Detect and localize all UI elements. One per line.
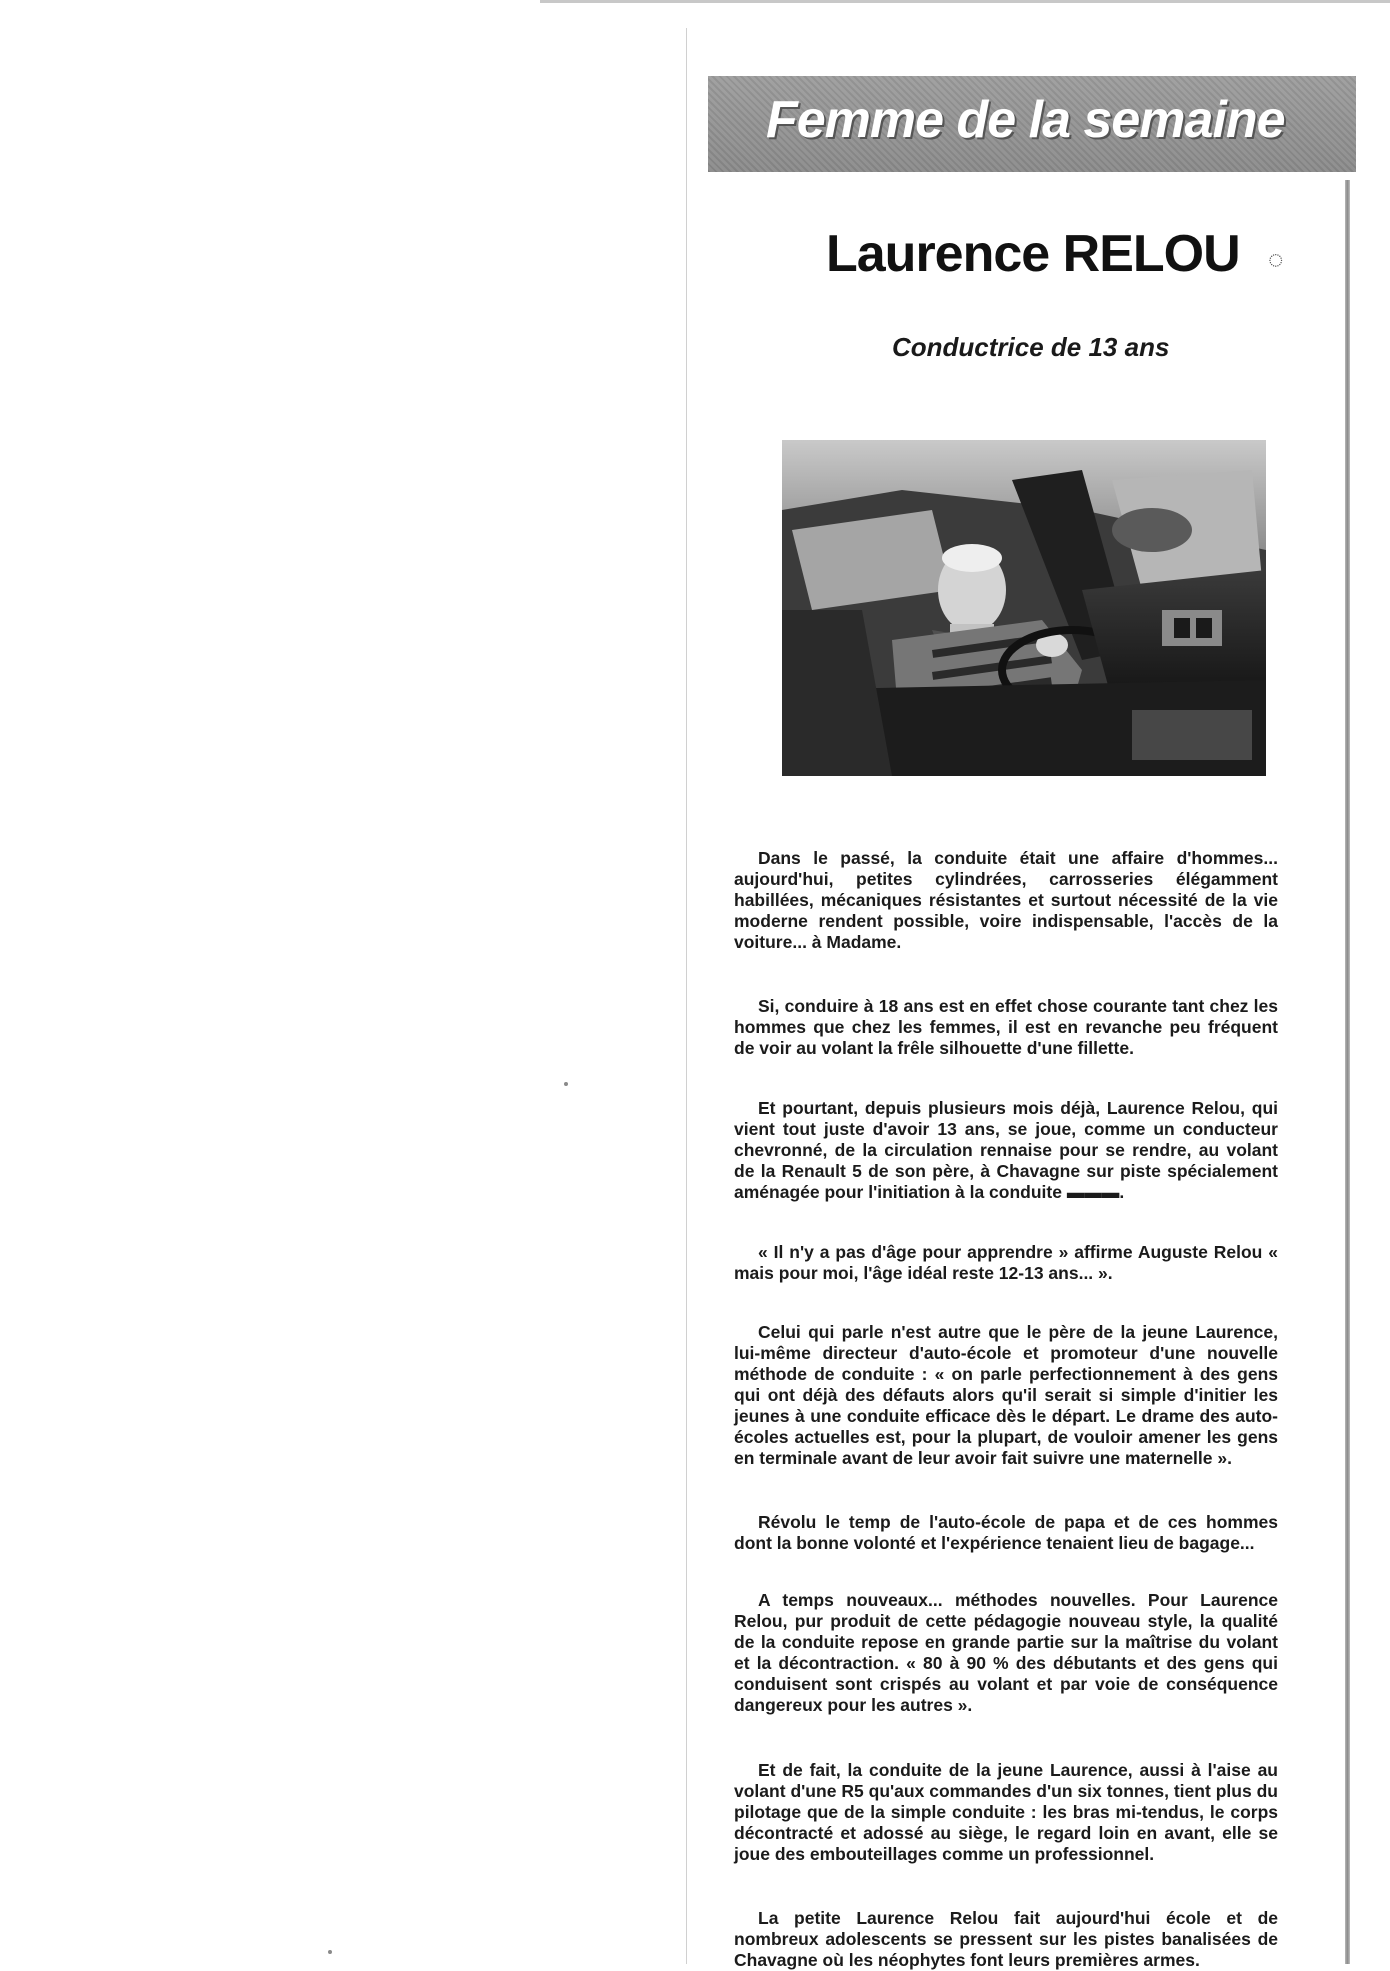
section-banner xyxy=(708,76,1356,172)
article-paragraph-2: Si, conduire à 18 ans est en effet chose courante tant chez les hommes que chez les femmes, il est en revanche peu fréquent de voir au volant la frêle silhouette d'une fillette. xyxy=(734,996,1278,1058)
article-paragraph-6: Révolu le temp de l'auto-école de papa et de ces hommes dont la bonne volonté et l'expérience tenaient lieu de bagage... xyxy=(734,1512,1278,1553)
scan-speck xyxy=(328,1950,332,1954)
article-subtitle: Conductrice de 13 ans xyxy=(892,332,1170,362)
article-paragraph-8: Et de fait, la conduite de la jeune Laurence, aussi à l'aise au volant d'une R5 qu'aux commandes d'un six tonnes, tient plus du pilotage que de la simple conduite : les bras mi-tendus, le corps décontracté et adossé au siège, le regard loin en avant, elle se joue des embouteillages comme un professionnel. xyxy=(734,1760,1278,1864)
clipping-right-edge-shadow xyxy=(1345,180,1350,1964)
article-paragraph-3: Et pourtant, depuis plusieurs mois déjà, Laurence Relou, qui vient tout juste d'avoir 13 ans, se joue, comme un conducteur chevronné, de la circulation rennaise pour se rendre, au volant de la Renault 5 de son père, à Chavagne sur piste spécialement aménagée pour l'initiation à la conduite ▬▬▬. xyxy=(734,1098,1278,1202)
scan-blemish-mark: ◌ xyxy=(1268,244,1284,274)
article-paragraph-5: Celui qui parle n'est autre que le père de la jeune Laurence, lui-même directeur d'auto-école et promoteur d'une nouvelle méthode de conduite : « on parle perfectionnement à des gens qui ont déjà des défauts alors qu'il serait si simple d'initier les jeunes à une conduite efficace dès le départ. Le drame des auto-écoles actuelles est, pour la plupart, de vouloir amener les gens en terminale avant de leur avoir fait suivre une maternelle ». xyxy=(734,1322,1278,1468)
car-interior-photo-illustration xyxy=(782,440,1266,776)
scan-speck xyxy=(564,1082,568,1086)
article-headline-name: Laurence RELOU xyxy=(826,225,1240,283)
section-banner-title: Femme de la semaine xyxy=(766,91,1285,149)
scan-top-edge xyxy=(540,0,1390,3)
article-paragraph-1: Dans le passé, la conduite était une affaire d'hommes... aujourd'hui, petites cylindrées, carrosseries élégamment habillées, mécaniques résistantes et surtout nécessité de la vie moderne rendent possible, voire indispensable, l'accès de la voiture... à Madame. xyxy=(734,848,1278,952)
article-paragraph-7: A temps nouveaux... méthodes nouvelles. Pour Laurence Relou, pur produit de cette pédagogie nouveau style, la qualité de la conduite repose en grande partie sur la maîtrise du volant et la décontraction. « 80 à 90 % des débutants et des gens qui conduisent sont crispés au volant et par voie de conséquence dangereux pour les autres ». xyxy=(734,1590,1278,1715)
article-paragraph-9: La petite Laurence Relou fait aujourd'hui école et de nombreux adolescents se pressent sur les pistes banalisées de Chavagne où les néophytes font leurs premières armes. xyxy=(734,1908,1278,1970)
article-paragraph-4: « Il n'y a pas d'âge pour apprendre » affirme Auguste Relou « mais pour moi, l'âge idéal reste 12-13 ans... ». xyxy=(734,1242,1278,1283)
article-photo xyxy=(782,440,1266,776)
